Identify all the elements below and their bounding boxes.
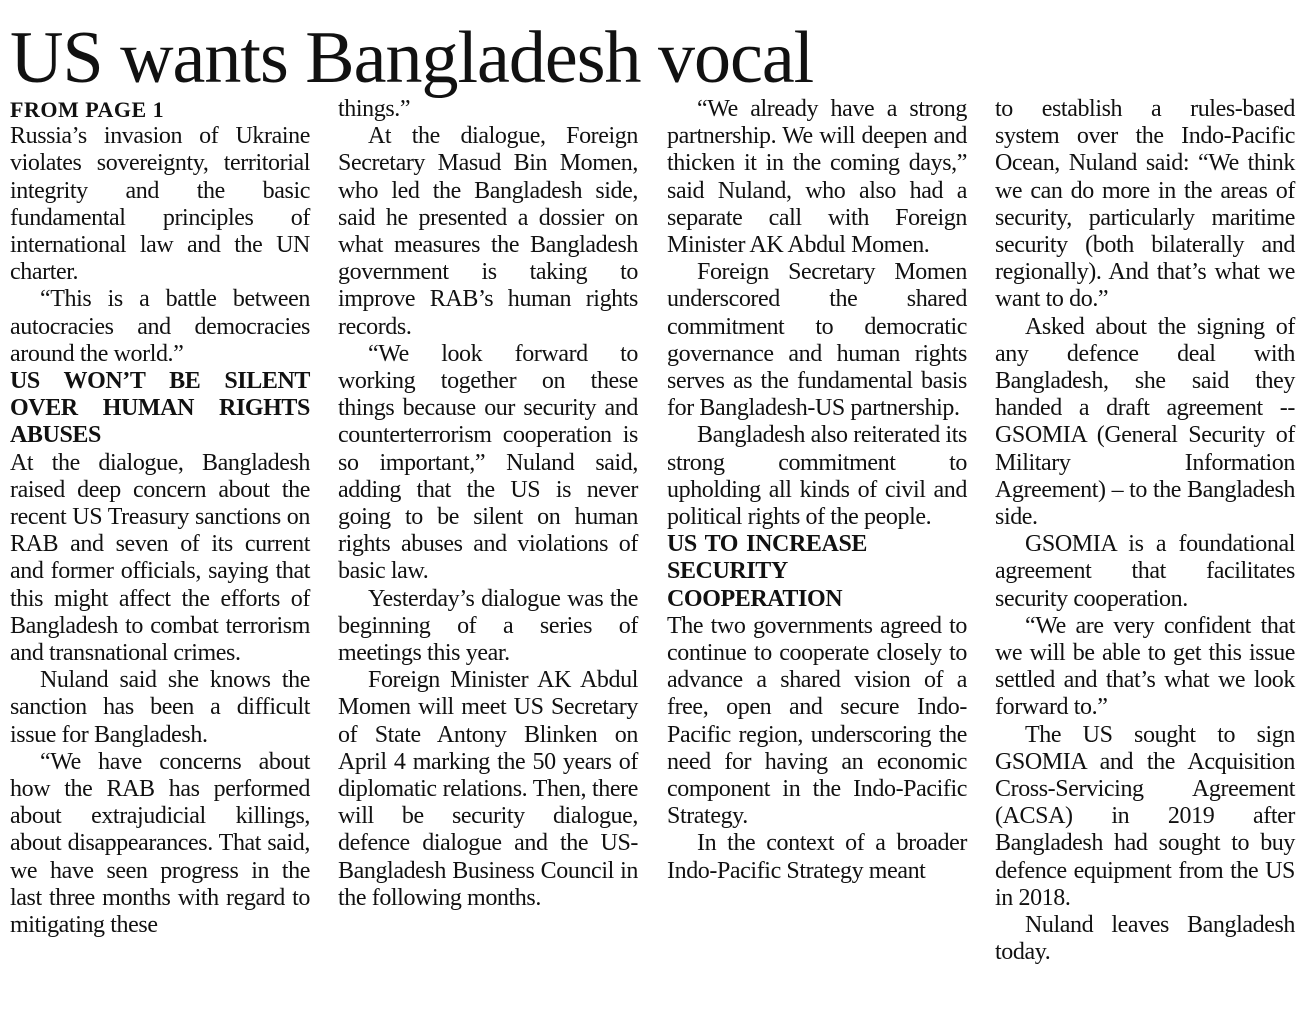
paragraph: “We look forward to working together on these things because our security and counterterrorism cooperation is so important,” Nuland said, adding that the US is never going to be silent on human rights abuses and violations of basic law.: [338, 340, 638, 585]
paragraph: “We have concerns about how the RAB has performed about extrajudicial killings, about disappearances. That said, we have seen progress in the last three months with regard to mitigating these: [10, 748, 310, 939]
paragraph: Bangladesh also reiterated its strong commitment to upholding all kinds of civil and political rights of the people.: [667, 422, 967, 531]
subheading-security-cooperation: US TO INCREASE SECURITY COOPERATION: [667, 531, 867, 612]
paragraph-continued: things.”: [338, 96, 411, 122]
kicker-from-page: FROM PAGE 1: [10, 97, 165, 122]
paragraph-continued: to establish a rules-based system over the Indo-Pacific Ocean, Nuland said: “We think we can do more in the areas of security, particularly maritime security (both bilaterally and regionally). And that’s what we want to do.”: [995, 96, 1295, 313]
subheading-human-rights: US WON’T BE SILENT OVER HUMAN RIGHTS ABUSES: [10, 368, 310, 449]
paragraph: “This is a battle between autocracies and democracies around the world.”: [10, 286, 310, 367]
paragraph: At the dialogue, Bangladesh raised deep concern about the recent US Treasury sanctions on RAB and seven of its current and former officials, saying that this might affect the efforts of Bangladesh to combat terrorism and transnational crimes.: [10, 449, 310, 667]
paragraph: “We are very confident that we will be able to get this issue settled and that’s what we look forward to.”: [995, 612, 1295, 721]
paragraph: The two governments agreed to continue to cooperate closely to advance a shared vision of a free, open and secure Indo-Pacific region, underscoring the need for having an economic component in the Indo-Pacific Strategy.: [667, 612, 967, 830]
paragraph: The US sought to sign GSOMIA and the Acquisition Cross-Servicing Agreement (ACSA) in 2019 after Bangladesh had sought to buy defence equipment from the US in 2018.: [995, 721, 1295, 911]
paragraph: Russia’s invasion of Ukraine violates sovereignty, territorial integrity and the basic fundamental principles of international law and the UN charter.: [10, 123, 310, 286]
paragraph: GSOMIA is a foundational agreement that facilitates security cooperation.: [995, 531, 1295, 612]
article-column-3: [667, 96, 967, 885]
paragraph: Nuland leaves Bangladesh today.: [995, 912, 1295, 966]
paragraph: Nuland said she knows the sanction has been a difficult issue for Bangladesh.: [10, 667, 310, 748]
article-column-1: [10, 96, 310, 939]
headline: US wants Bangladesh vocal: [10, 17, 814, 99]
paragraph: At the dialogue, Foreign Secretary Masud Bin Momen, who led the Bangladesh side, said he presented a dossier on what measures the Bangladesh government is taking to improve RAB’s human rights records.: [338, 123, 638, 340]
paragraph: In the context of a broader Indo-Pacific Strategy meant: [667, 830, 967, 884]
article-column-4: [995, 96, 1295, 967]
paragraph: Yesterday’s dialogue was the beginning of a series of meetings this year.: [338, 585, 638, 667]
paragraph: Foreign Secretary Momen underscored the shared commitment to democratic governance and human rights serves as the fundamental basis for Bangladesh-US partnership.: [667, 259, 967, 422]
article-column-2: [338, 96, 638, 912]
paragraph: Asked about the signing of any defence deal with Bangladesh, she said they handed a draft agreement -- GSOMIA (General Security of Military Information Agreement) – to the Bangladesh side.: [995, 313, 1295, 531]
paragraph: “We already have a strong partnership. We will deepen and thicken it in the coming days,” said Nuland, who also had a separate call with Foreign Minister AK Abdul Momen.: [667, 96, 967, 259]
paragraph: Foreign Minister AK Abdul Momen will meet US Secretary of State Antony Blinken on April 4 marking the 50 years of diplomatic relations. Then, there will be security dialogue, defence dialogue and the US-Bangladesh Business Council in the following months.: [338, 667, 638, 911]
